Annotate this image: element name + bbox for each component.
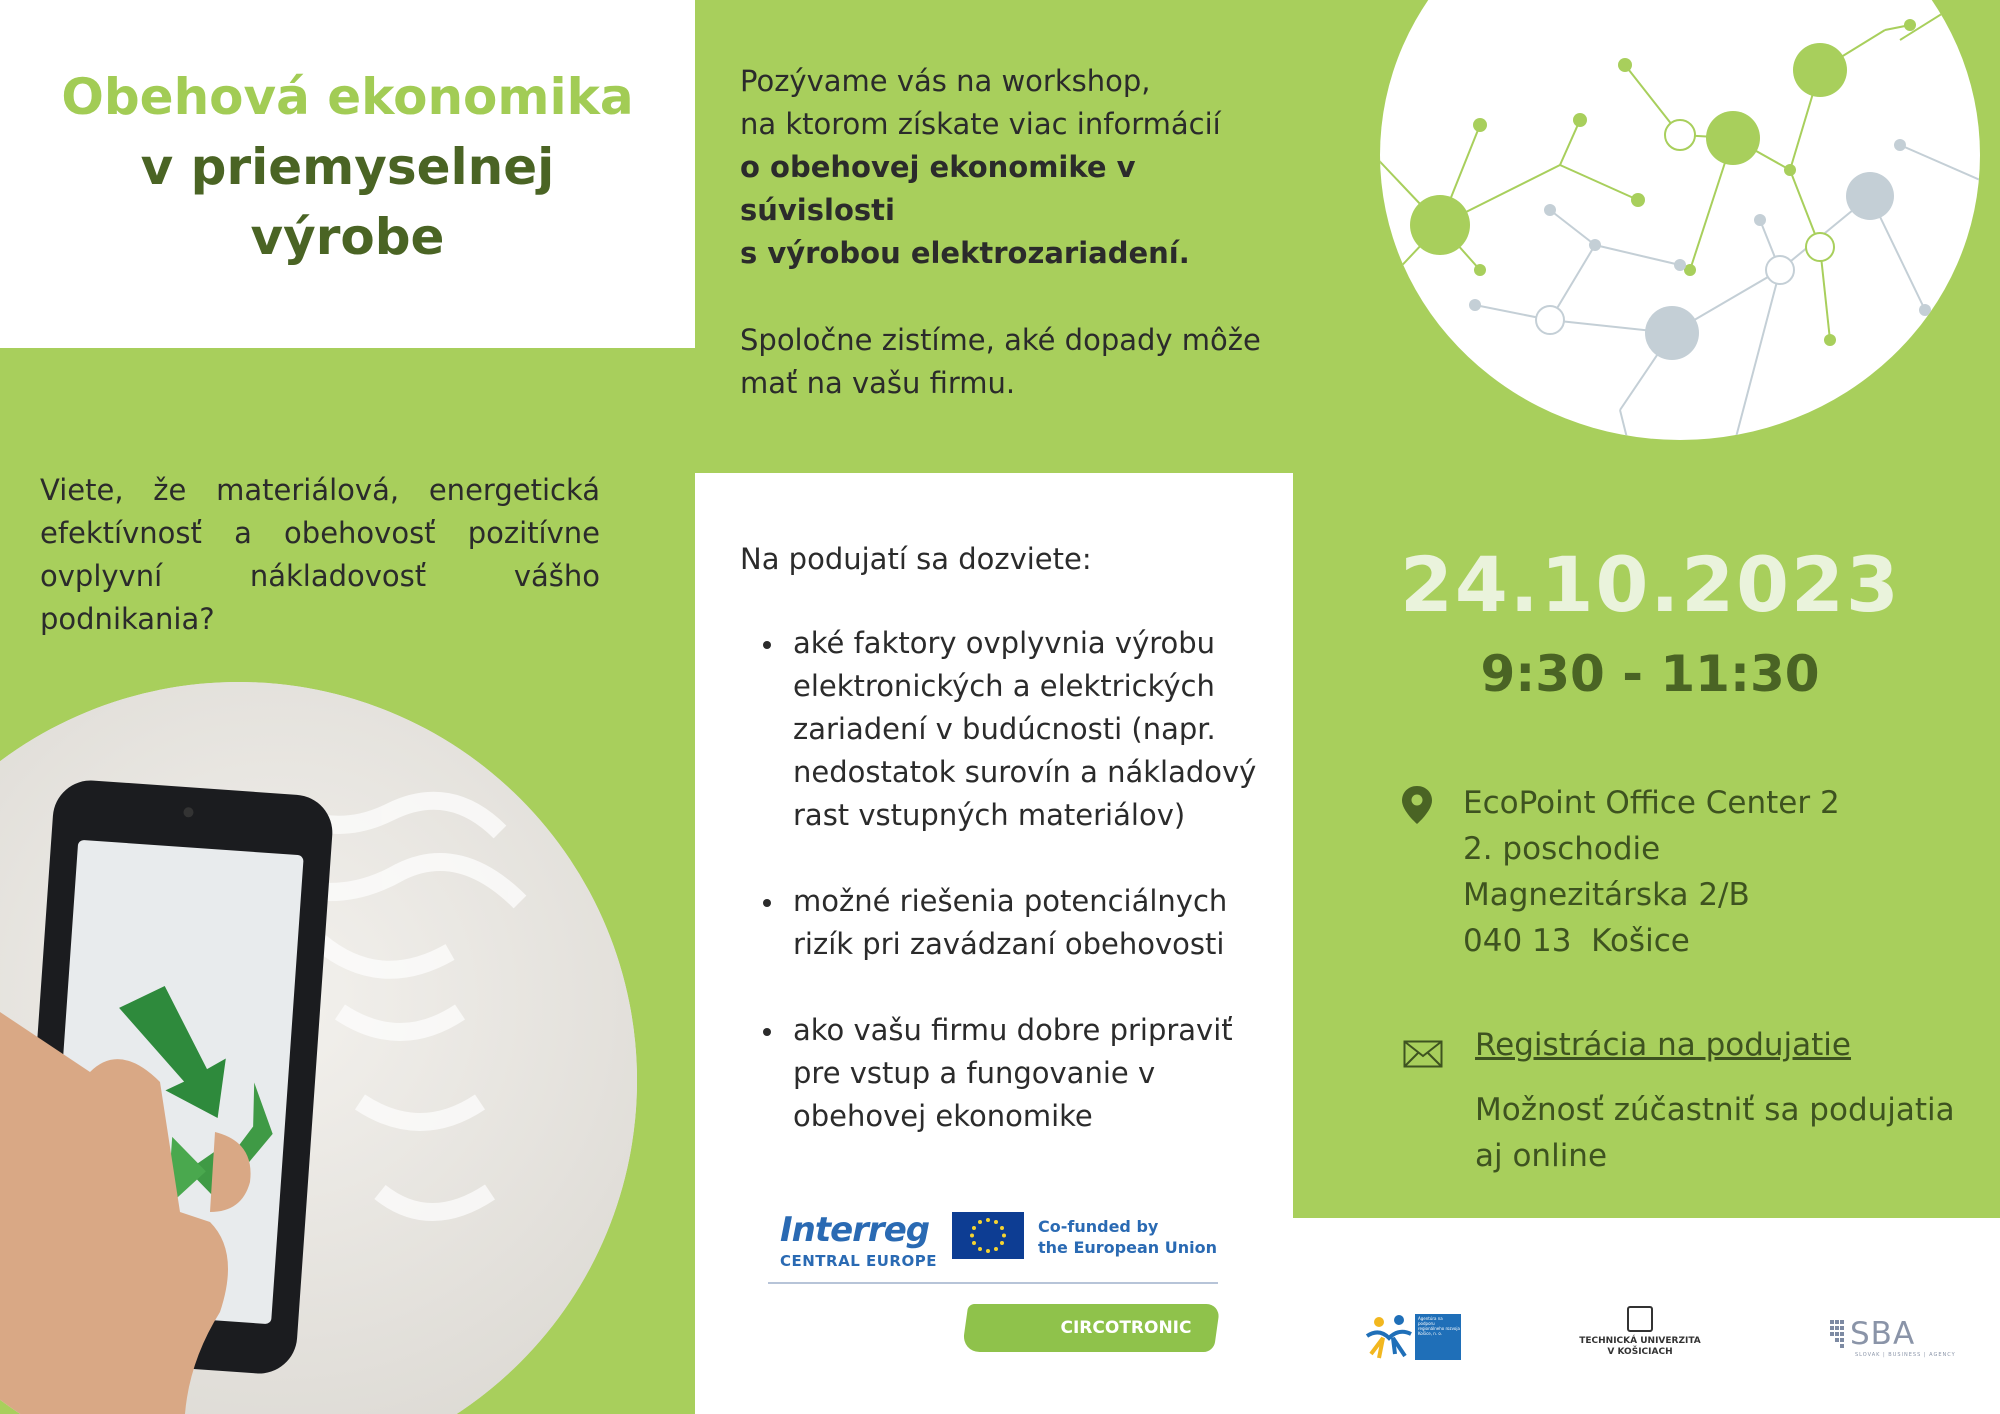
tuke-name-line-2: V KOŠICIACH — [1607, 1347, 1673, 1357]
intro-paragraph-2 — [740, 319, 1300, 405]
intro-para2-line-1: Spoločne zistíme, aké dopady môže — [740, 323, 1261, 357]
online-note: Možnosť zúčastniť sa podujatia aj online — [1475, 1092, 1955, 1174]
map-pin-icon — [1400, 785, 1434, 825]
circotronic-label: CIRCOTRONIC — [1060, 1318, 1192, 1338]
sba-subtitle: SLOVAK | BUSINESS | AGENCY — [1855, 1352, 1956, 1358]
tuke-logo — [1575, 1306, 1705, 1358]
molecule-decoration — [1380, 0, 1980, 440]
eu-flag-icon — [952, 1212, 1024, 1259]
cofund-line-1: Co-funded by — [1038, 1217, 1159, 1236]
learn-heading: Na podujatí sa dozviete: — [740, 542, 1092, 576]
cofunded-label — [1038, 1216, 1217, 1258]
intro-text — [740, 60, 1300, 405]
question-text: Viete, že materiálová, energetická efektívnosť a obehovosť pozitívne ovplyvní nákladovosť vášho podnikania? — [40, 473, 600, 636]
list-item: ako vašu firmu dobre pripraviť pre vstup a fungovanie v obehovej ekonomike — [740, 1009, 1260, 1138]
list-item: možné riešenia potenciálnych rizík pri zavádzaní obehovosti — [740, 880, 1260, 966]
logo-divider — [768, 1282, 1218, 1284]
intro-line-3: o obehovej ekonomike v súvislosti — [740, 150, 1136, 227]
agency-figures-icon — [1365, 1314, 1413, 1360]
intro-para2-line-2: mať na vašu firmu. — [740, 366, 1016, 400]
tuke-name-line-1: TECHNICKÁ UNIVERZITA — [1579, 1336, 1701, 1346]
interreg-subtitle: CENTRAL EUROPE — [780, 1252, 937, 1270]
interreg-wordmark: Interreg — [780, 1210, 930, 1250]
event-address — [1463, 780, 1840, 964]
tuke-emblem-icon — [1627, 1306, 1653, 1332]
title-line-3: výrobe — [250, 208, 445, 266]
agency-name: Agentúra na podporu regionálneho rozvoja Košice, n. o. — [1418, 1316, 1460, 1336]
address-line-4: 040 13 Košice — [1463, 923, 1690, 959]
circotronic-logo — [962, 1304, 1221, 1352]
title-line-2: v priemyselnej — [140, 138, 555, 196]
intro-line-1: Pozývame vás na workshop, — [740, 64, 1151, 98]
address-line-3: Magnezitárska 2/B — [1463, 877, 1750, 913]
page-title — [0, 62, 695, 272]
event-time: 9:30 - 11:30 — [1480, 645, 1820, 703]
event-date: 24.10.2023 — [1400, 540, 1901, 629]
sba-logo: SBA — [1850, 1316, 1916, 1352]
recycling-phone-photo — [0, 682, 637, 1414]
registration-link[interactable]: Registrácia na podujatie — [1475, 1027, 1851, 1063]
address-line-1: EcoPoint Office Center 2 — [1463, 785, 1840, 821]
molecule-network-icon — [1380, 0, 1980, 440]
interreg-logo — [780, 1210, 937, 1270]
intro-line-2: na ktorom získate viac informácií — [740, 107, 1221, 141]
intro-line-4: s výrobou elektrozariadení. — [740, 236, 1190, 270]
learn-list — [740, 622, 1260, 1181]
address-line-2: 2. poschodie — [1463, 831, 1661, 867]
envelope-icon — [1403, 1040, 1443, 1068]
phone-recycle-icon — [0, 682, 637, 1414]
sba-grid-icon — [1830, 1320, 1844, 1348]
list-item: aké faktory ovplyvnia výrobu elektronických a elektrických zariadení v budúcnosti (napr. nedostatok surovín a nákladový rast vstupných materiálov) — [740, 622, 1260, 837]
cofund-line-2: the European Union — [1038, 1238, 1217, 1257]
title-line-1: Obehová ekonomika — [61, 68, 634, 126]
